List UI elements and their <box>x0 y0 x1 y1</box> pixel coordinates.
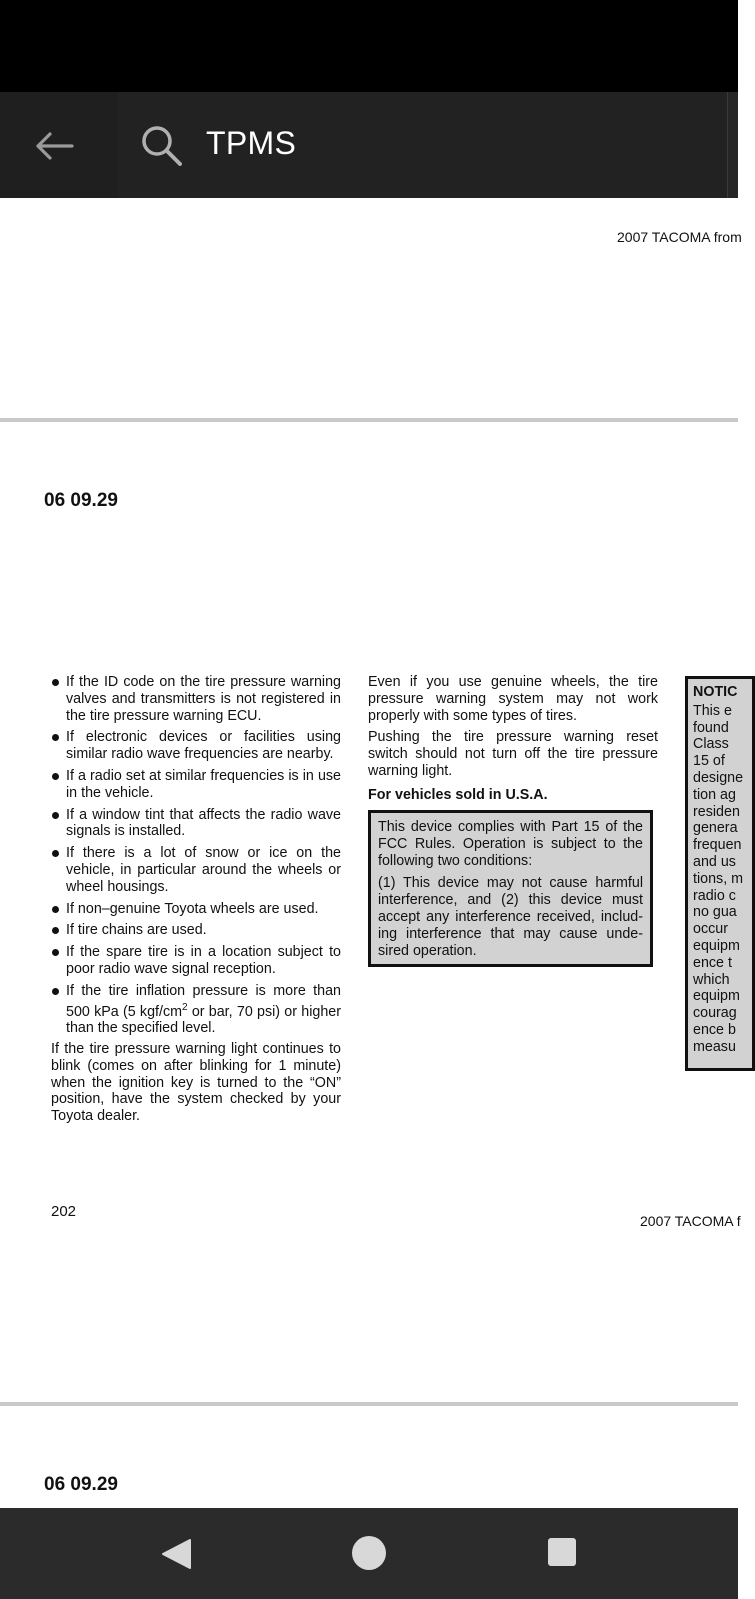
search-query[interactable]: TPMS <box>206 125 297 161</box>
page-header-title: 2007 TACOMA from <box>617 229 742 245</box>
page-number: 202 <box>51 1203 77 1220</box>
section-heading: For vehicles sold in U.S.A. <box>368 786 548 803</box>
notice-line: and us <box>693 853 736 870</box>
paragraph: Even if you use genuine wheels, the tire pressure warning system may not work properly with some types of tires. <box>368 674 658 724</box>
search-icon <box>140 124 184 168</box>
notice-line: residen <box>693 803 740 820</box>
notice-line: measu <box>693 1038 736 1055</box>
back-button[interactable] <box>26 118 82 174</box>
list-item: If a window tint that affects the radio wave signals is installed. <box>51 807 341 841</box>
notice-line: frequen <box>693 837 742 854</box>
paragraph: This device complies with Part 15 of the FCC Rules. Operation is subject to the following two conditions: <box>378 819 643 869</box>
notice-line: radio c <box>693 887 736 904</box>
app-bar-edge <box>727 92 738 198</box>
list-item-text: If the tire inflation pressure is more than 500 kPa (5 kgf/cm <box>66 982 341 1020</box>
left-column <box>51 674 341 1125</box>
notice-line: found <box>693 719 729 736</box>
middle-column <box>368 674 658 804</box>
notice-line: 15 of <box>693 753 725 770</box>
system-nav-bar <box>0 1508 738 1599</box>
notice-line: tion ag <box>693 786 736 803</box>
page-date: 06 09.29 <box>44 1474 118 1495</box>
list-item: If the spare tire is in a location subject to poor radio wave signal reception. <box>51 944 341 978</box>
search-field[interactable] <box>118 92 728 198</box>
notice-line: equipm <box>693 988 740 1005</box>
bullet-list <box>51 674 341 1037</box>
notice-line: This e <box>693 702 732 719</box>
nav-back-icon[interactable] <box>160 1538 192 1570</box>
notice-box <box>685 676 755 1071</box>
list-item: If tire chains are used. <box>51 922 341 939</box>
notice-line: occur <box>693 921 728 938</box>
notice-line: genera <box>693 820 738 837</box>
nav-recents-icon[interactable] <box>548 1538 576 1566</box>
notice-title: NOTIC <box>693 684 738 700</box>
list-item <box>51 983 341 1037</box>
page-divider <box>0 1402 738 1406</box>
notice-line: designe <box>693 769 744 786</box>
notice-line: ence t <box>693 954 732 971</box>
notice-line: courag <box>693 1005 737 1022</box>
page-footer-title: 2007 TACOMA f <box>640 1213 741 1229</box>
notice-line: which <box>693 971 730 988</box>
list-item: If non–genuine Toyota wheels are used. <box>51 901 341 918</box>
paragraph: (1) This device may not cause harmful interference, and (2) this device must accept any interference received, includ- ing interference that may cause unde- sired operation. <box>378 875 643 959</box>
notice-line: no gua <box>693 904 737 921</box>
page-date: 06 09.29 <box>44 490 118 511</box>
notice-line: tions, m <box>693 870 744 887</box>
arrow-left-icon <box>34 131 74 161</box>
list-item: If there is a lot of snow or ice on the vehicle, in particular around the wheels or wheel housings. <box>51 845 341 895</box>
page-divider <box>0 418 738 422</box>
fcc-notice-box <box>368 810 653 967</box>
list-item-text: or bar, 70 psi) or higher than the specified level. <box>66 1003 341 1037</box>
closing-paragraph: If the tire pressure warning light continues to blink (comes on after blinking for 1 minute) when the ignition key is turned to the “ON” position, have the system checked by your Toyota dealer. <box>51 1040 341 1125</box>
notice-line: Class <box>693 736 729 753</box>
paragraph: Pushing the tire pressure warning reset switch should not turn off the tire pressure warning light. <box>368 729 658 779</box>
list-item: If electronic devices or facilities using similar radio wave frequencies are nearby. <box>51 729 341 763</box>
superscript: 2 <box>182 1001 188 1013</box>
list-item: If a radio set at similar frequencies is in use in the vehicle. <box>51 768 341 802</box>
list-item: If the ID code on the tire pressure warning valves and transmitters is not registered in the tire pressure warning ECU. <box>51 674 341 724</box>
notice-line: ence b <box>693 1021 736 1038</box>
status-bar <box>0 0 738 92</box>
app-bar <box>0 92 738 198</box>
nav-home-icon[interactable] <box>352 1536 386 1570</box>
notice-line: equipm <box>693 937 740 954</box>
